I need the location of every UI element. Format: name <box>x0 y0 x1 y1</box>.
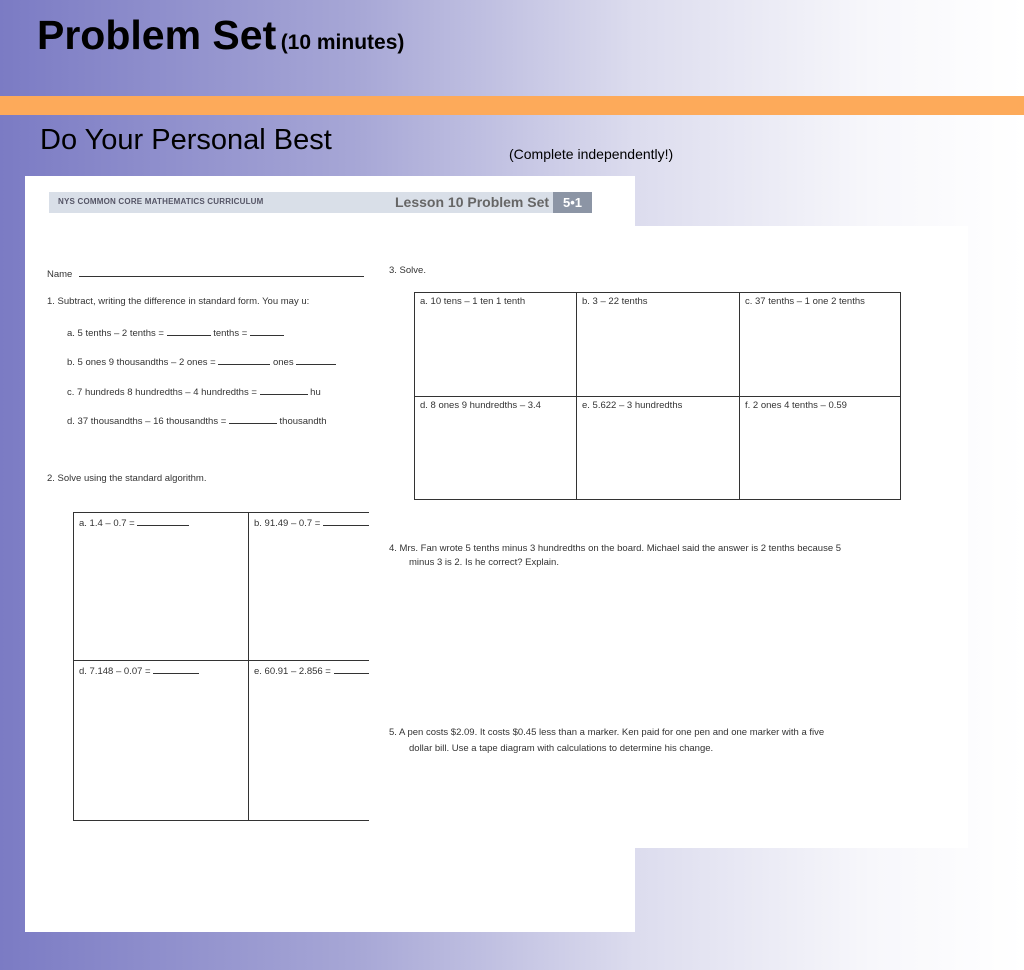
answer-blank <box>260 385 308 395</box>
question-1b-text: b. 5 ones 9 thousandths – 2 ones = <box>67 357 219 368</box>
question-3-prompt: 3. Solve. <box>389 265 426 276</box>
question-2d-cell <box>74 661 249 821</box>
answer-blank <box>323 516 369 526</box>
question-3a-cell: a. 10 tens – 1 ten 1 tenth <box>415 293 577 397</box>
question-4-line2: minus 3 is 2. Is he correct? Explain. <box>409 557 559 568</box>
question-3d-cell: d. 8 ones 9 hundredths – 3.4 <box>415 397 577 500</box>
answer-blank <box>334 664 370 674</box>
question-2e-cell <box>249 661 370 821</box>
answer-blank <box>296 355 336 365</box>
answer-blank <box>167 326 211 336</box>
answer-blank <box>218 355 270 365</box>
question-1d-text: d. 37 thousandths – 16 thousandths = <box>67 416 229 427</box>
question-1c-text: c. 7 hundreds 8 hundredths – 4 hundredths = <box>67 387 260 398</box>
question-2d-text: d. 7.148 – 0.07 = <box>79 666 154 677</box>
question-1c <box>67 385 321 398</box>
slide-note: (Complete independently!) <box>509 146 674 162</box>
answer-blank <box>153 664 199 674</box>
slide-title-duration: (10 minutes) <box>280 31 405 54</box>
question-2b-text: b. 91.49 – 0.7 = <box>254 518 323 529</box>
grade-badge: 5•1 <box>553 192 592 213</box>
slide-title-main: Problem Set <box>37 12 277 58</box>
question-5-line1: 5. A pen costs $2.09. It costs $0.45 less than a marker. Ken paid for one pen and one marker with a five <box>389 727 825 738</box>
question-3-grid <box>414 292 901 500</box>
question-1-prompt: 1. Subtract, writing the difference in standard form. You may u: <box>47 296 310 307</box>
question-1a <box>67 326 284 339</box>
curriculum-label: NYS COMMON CORE MATHEMATICS CURRICULUM <box>58 197 264 206</box>
question-2b-cell <box>249 513 370 661</box>
answer-blank <box>250 326 284 336</box>
question-2a-cell <box>74 513 249 661</box>
question-3e-cell: e. 5.622 – 3 hundredths <box>577 397 740 500</box>
question-2e-text: e. 60.91 – 2.856 = <box>254 666 334 677</box>
lesson-label: Lesson 10 Problem Set <box>395 194 550 210</box>
answer-blank <box>229 414 277 424</box>
question-1b-mid: ones <box>270 357 297 368</box>
question-2a-text: a. 1.4 – 0.7 = <box>79 518 138 529</box>
slide-heading: Do Your Personal Best <box>40 124 332 156</box>
question-3c-cell: c. 37 tenths – 1 one 2 tenths <box>740 293 901 397</box>
question-3f-cell: f. 2 ones 4 tenths – 0.59 <box>740 397 901 500</box>
question-1d-mid: thousandth <box>276 416 327 427</box>
question-1b <box>67 355 336 368</box>
answer-blank <box>137 516 189 526</box>
question-2-prompt: 2. Solve using the standard algorithm. <box>47 473 207 484</box>
question-1d <box>67 414 327 427</box>
question-1c-mid: hu <box>307 387 321 398</box>
left-column-clip <box>0 0 369 970</box>
question-1a-text: a. 5 tenths – 2 tenths = <box>67 328 167 339</box>
question-1a-mid: tenths = <box>210 328 250 339</box>
question-4-line1: 4. Mrs. Fan wrote 5 tenths minus 3 hundredths on the board. Michael said the answer is 2 tenths because 5 <box>389 543 842 554</box>
question-2-grid <box>73 512 369 821</box>
question-5-line2: dollar bill. Use a tape diagram with calculations to determine his change. <box>409 743 714 754</box>
question-3b-cell: b. 3 – 22 tenths <box>577 293 740 397</box>
name-label: Name <box>47 269 73 280</box>
